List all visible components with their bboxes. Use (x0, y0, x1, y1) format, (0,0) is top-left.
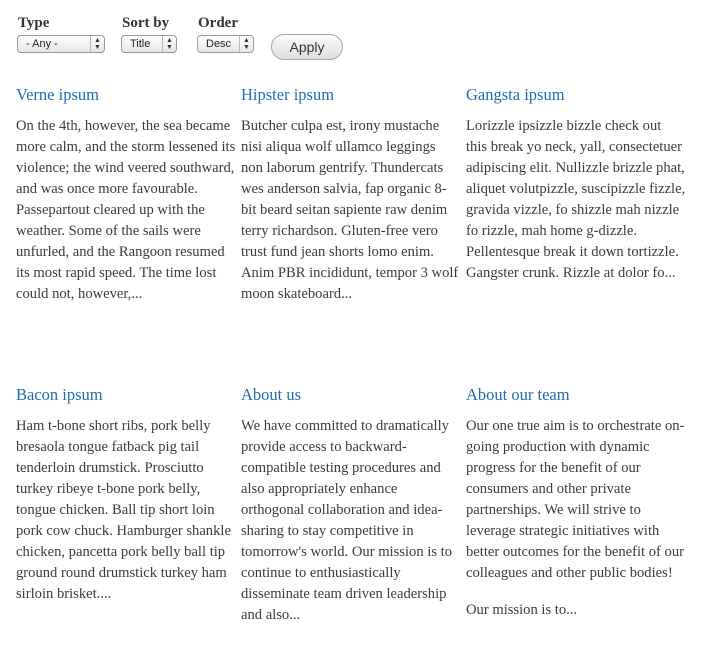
item-title-link[interactable]: Bacon ipsum (16, 385, 103, 404)
item-title-link[interactable]: Verne ipsum (16, 85, 99, 104)
filter-sort-by-label: Sort by (122, 15, 170, 31)
item-title-link[interactable]: Hipster ipsum (241, 85, 335, 104)
type-select[interactable] (17, 35, 105, 53)
filter-order (197, 14, 254, 53)
exposed-filters (17, 14, 707, 64)
teaser-paragraph: On the 4th, however, the sea became more calm, and the storm lessened its violence; the wind veered southward, and was once more favourable. Passepartout cleared up with the weather. Some of the sails were unfurled, and the Rangoon resumed its most rapid speed. The time lost could not, however,... (16, 118, 236, 302)
sort-by-select[interactable] (121, 35, 177, 53)
teaser-paragraph: Our one true aim is to orchestrate on-going production with dynamic progress for the benefit of our consumers and other private partnerships. We will strive to leverage strategic initiatives with better outcomes for the benefit of our colleagues and other public bodies! (466, 418, 685, 581)
teaser-paragraph: Butcher culpa est, irony mustache nisi aliqua wolf ullamco leggings non laborum gentrify. Thundercats wes anderson salvia, fap organic 8-bit beard seitan sapiente raw denim terry richardson. Gluten-free vero trust fund jean shorts lomo enim. Anim PBR incididunt, tempor 3 wolf moon skateboard... (241, 118, 459, 302)
item-teaser (241, 116, 461, 305)
item-teaser (466, 116, 686, 284)
type-select-value: - Any - (26, 38, 58, 50)
teaser-paragraph: Ham t-bone short ribs, pork belly bresaola tongue fatback pig tail tenderloin drumstick. Prosciutto turkey ribeye t-bone pork belly, tongue chicken. Ball tip short loin pork cow chuck. Hamburger shankle chicken, pancetta pork belly ball tip ground round drumstick turkey ham sirloin brisket.... (16, 418, 231, 602)
item-teaser (466, 416, 686, 621)
item-title-link[interactable]: About us (241, 385, 302, 404)
item-title-link[interactable]: About our team (466, 385, 570, 404)
select-arrows-icon: ▲ ▼ (162, 36, 176, 52)
order-select-value: Desc (206, 38, 232, 50)
grid-item (16, 84, 236, 305)
teaser-paragraph: We have committed to dramatically provide access to backward-compatible testing procedures and also appropriately enhance orthogonal collaboration and idea-sharing to stay competitive in tomorrow's world. Our mission is to continue to enthusiastically disseminate team driven leadership and also... (241, 418, 452, 623)
order-select[interactable] (197, 35, 254, 53)
teaser-paragraph: Lorizzle ipsizzle bizzle check out this break yo neck, yall, consectetuer adipiscing elit. Nullizzle brizzle phat, aliquet volutpizzle, suscipizzle fizzle, gravida vizzle, fo shizzle mah nizzle fo rizzle, mah home g-dizzle. Pellentesque break it down tortizzle. Gangster crunk. Rizzle at dolor fo... (466, 118, 686, 281)
sort-by-select-value: Title (130, 38, 151, 50)
grid-item (16, 384, 236, 605)
item-teaser (241, 416, 461, 626)
item-title-link[interactable]: Gangsta ipsum (466, 85, 565, 104)
grid-item (241, 84, 461, 305)
select-arrows-icon: ▲ ▼ (90, 36, 104, 52)
filter-sort-by (121, 14, 177, 53)
select-arrows-icon: ▲ ▼ (239, 36, 253, 52)
item-teaser (16, 116, 236, 305)
grid-item (466, 384, 686, 621)
grid-item (466, 84, 686, 284)
filter-order-label: Order (198, 15, 238, 31)
teaser-paragraph: Our mission is to... (466, 602, 578, 618)
item-teaser (16, 416, 236, 605)
filter-type-label: Type (18, 15, 50, 31)
filter-type (17, 14, 105, 53)
grid-item (241, 384, 461, 626)
apply-button[interactable]: Apply (271, 34, 343, 60)
